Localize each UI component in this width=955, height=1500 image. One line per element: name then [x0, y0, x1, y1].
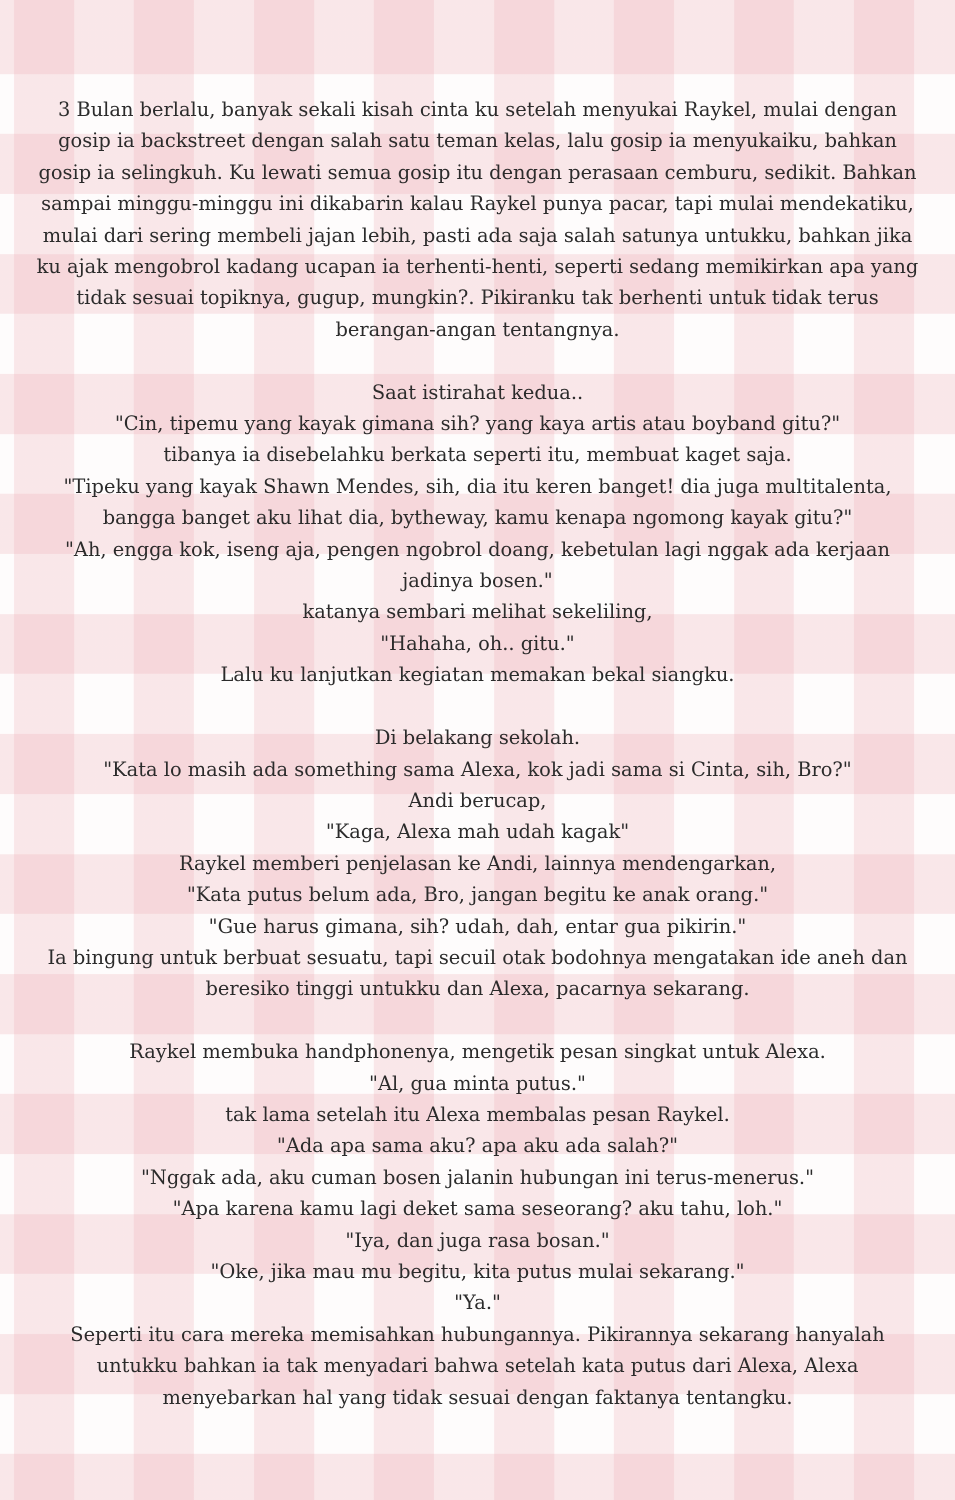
dialogue-line: "Ah, engga kok, iseng aja, pengen ngobrol doang, kebetulan lagi nggak ada kerjaan jadinya bosen." — [65, 537, 890, 593]
narration-line: katanya sembari melihat sekeliling, — [302, 600, 653, 624]
scene-heading: Di belakang sekolah. — [374, 726, 581, 750]
scene-behind-school — [36, 722, 919, 1005]
narration-line: tibanya ia disebelahku berkata seperti itu, membuat kaget saja. — [163, 443, 792, 467]
dialogue-line: "Kata putus belum ada, Bro, jangan begitu ke anak orang." — [186, 883, 769, 907]
scene-breakup-chat — [36, 1036, 919, 1413]
dialogue-line: "Tipeku yang kayak Shawn Mendes, sih, dia itu keren banget! dia juga multitalenta, bangga banget aku lihat dia, bytheway, kamu kenapa ngomong kayak gitu?" — [63, 474, 892, 530]
scene-heading: Saat istirahat kedua.. — [371, 380, 584, 404]
dialogue-line: "Hahaha, oh.. gitu." — [380, 631, 575, 655]
dialogue-line: "Kata lo masih ada something sama Alexa, kok jadi sama si Cinta, sih, Bro?" — [103, 757, 852, 781]
story-paragraph: 3 Bulan berlalu, banyak sekali kisah cinta ku setelah menyukai Raykel, mulai dengan gosip ia backstreet dengan salah satu teman kelas, lalu gosip ia menyukaiku, bahkan gosip ia selingkuh. Ku lewati semua gosip itu dengan perasaan cemburu, sedikit. Bahkan sampai minggu-minggu ini dikabarin kalau Raykel punya pacar, tapi mulai mendekatiku, mulai dari sering membeli jajan lebih, pasti ada saja salah satunya untukku, bahkan jika ku ajak mengobrol kadang ucapan ia terhenti-henti, seperti sedang memikirkan apa yang tidak sesuai topiknya, gugup, mungkin?. Pikiranku tak berhenti untuk tidak terus berangan-angan tentangnya. — [36, 98, 919, 341]
dialogue-line: "Al, gua minta putus." — [369, 1071, 586, 1095]
opening-paragraph — [36, 94, 919, 345]
story-page — [36, 94, 919, 1413]
narration-line: Raykel membuka handphonenya, mengetik pesan singkat untuk Alexa. — [129, 1040, 826, 1064]
narration-line: tak lama setelah itu Alexa membalas pesan Raykel. — [225, 1102, 730, 1126]
dialogue-line: "Ya." — [454, 1291, 501, 1315]
narration-line: Lalu ku lanjutkan kegiatan memakan bekal siangku. — [220, 663, 735, 687]
dialogue-line: "Apa karena kamu lagi deket sama seseorang? aku tahu, loh." — [172, 1197, 783, 1221]
narration-line: Raykel memberi penjelasan ke Andi, lainnya mendengarkan, — [178, 851, 777, 875]
dialogue-line: "Ada apa sama aku? apa aku ada salah?" — [276, 1134, 679, 1158]
narration-line: Andi berucap, — [408, 788, 547, 812]
dialogue-line: "Cin, tipemu yang kayak gimana sih? yang kaya artis atau boyband gitu?" — [114, 412, 841, 436]
dialogue-line: "Iya, dan juga rasa bosan." — [345, 1228, 610, 1252]
dialogue-line: "Nggak ada, aku cuman bosen jalanin hubungan ini terus-menerus." — [141, 1165, 814, 1189]
narration-line: Ia bingung untuk berbuat sesuatu, tapi secuil otak bodohnya mengatakan ide aneh dan beresiko tinggi untukku dan Alexa, pacarnya sekarang. — [47, 945, 908, 1001]
dialogue-line: "Oke, jika mau mu begitu, kita putus mulai sekarang." — [210, 1259, 745, 1283]
closing-paragraph: Seperti itu cara mereka memisahkan hubungannya. Pikirannya sekarang hanyalah untukku bahkan ia tak menyadari bahwa setelah kata putus dari Alexa, Alexa menyebarkan hal yang tidak sesuai dengan faktanya tentangku. — [70, 1322, 885, 1409]
dialogue-line: "Kaga, Alexa mah udah kagak" — [325, 820, 630, 844]
scene-second-break — [36, 377, 919, 691]
dialogue-line: "Gue harus gimana, sih? udah, dah, entar gua pikirin." — [208, 914, 747, 938]
